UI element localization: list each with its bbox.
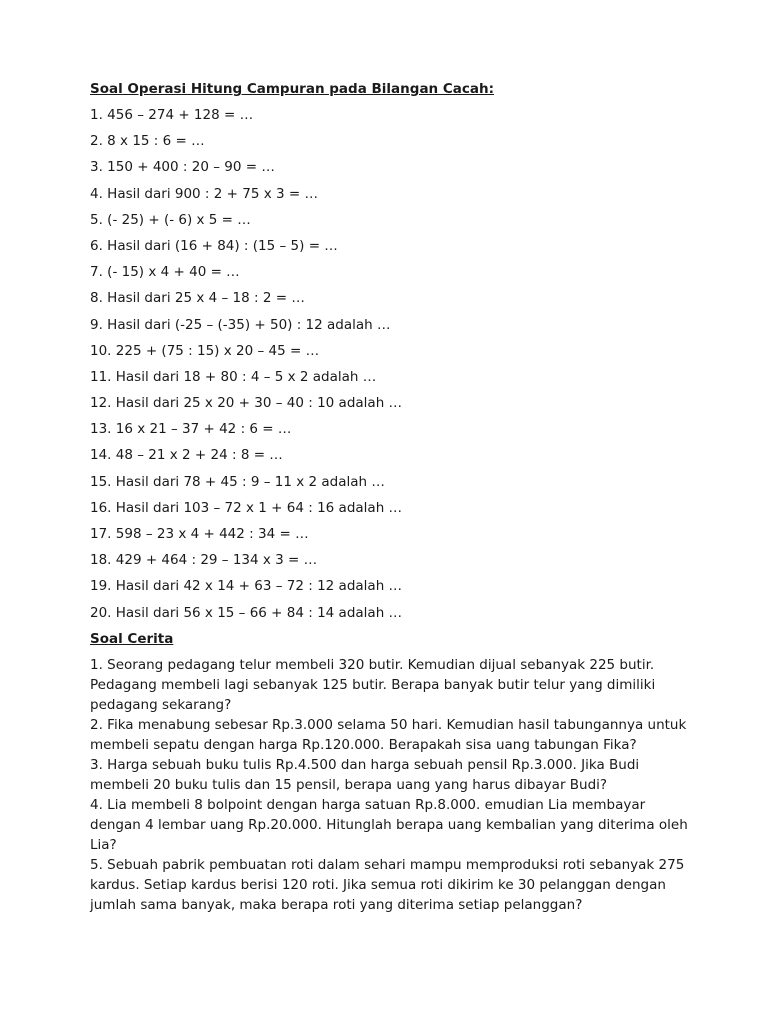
word-problems-list [90,655,690,915]
word-problem-item: 4. Lia membeli 8 bolpoint dengan harga satuan Rp.8.000. emudian Lia membayar dengan 4 lembar uang Rp.20.000. Hitunglah berapa uang kembalian yang diterima oleh Lia? [90,796,688,853]
problem-item: 14. 48 – 21 x 2 + 24 : 8 = … [90,447,283,464]
problem-item: 20. Hasil dari 56 x 15 – 66 + 84 : 14 adalah … [90,604,403,621]
mixed-operations-list [90,105,690,623]
problem-item: 10. 225 + (75 : 15) x 20 – 45 = … [90,342,320,359]
problem-item: 16. Hasil dari 103 – 72 x 1 + 64 : 16 adalah … [90,499,403,516]
word-problem-item: 5. Sebuah pabrik pembuatan roti dalam sehari mampu memproduksi roti sebanyak 275 kardus. Setiap kardus berisi 120 roti. Jika semua roti dikirim ke 30 pelanggan dengan jumlah sama banyak, maka berapa roti yang diterima setiap pelanggan? [90,856,685,913]
problem-item: 6. Hasil dari (16 + 84) : (15 – 5) = … [90,237,338,254]
problem-item: 17. 598 – 23 x 4 + 442 : 34 = … [90,526,309,542]
problem-item: 4. Hasil dari 900 : 2 + 75 x 3 = … [90,185,318,202]
word-problem-item: 2. Fika menabung sebesar Rp.3.000 selama 50 hari. Kemudian hasil tabungannya untuk membeli sepatu dengan harga Rp.120.000. Berapakah sisa uang tabungan Fika? [90,716,687,753]
problem-item: 18. 429 + 464 : 29 – 134 x 3 = … [90,552,318,569]
problem-item: 1. 456 – 274 + 128 = … [90,107,254,123]
problem-item: 19. Hasil dari 42 x 14 + 63 – 72 : 12 adalah … [90,578,403,595]
problem-item: 12. Hasil dari 25 x 20 + 30 – 40 : 10 adalah … [90,395,403,412]
word-problem-item: 3. Harga sebuah buku tulis Rp.4.500 dan harga sebuah pensil Rp.3.000. Jika Budi membeli 20 buku tulis dan 15 pensil, berapa uang yang harus dibayar Budi? [90,756,640,793]
section-title-word-problems: Soal Cerita [90,630,174,647]
problem-item: 2. 8 x 15 : 6 = … [90,133,205,150]
word-problem-item: 1. Seorang pedagang telur membeli 320 butir. Kemudian dijual sebanyak 225 butir. Pedagang membeli lagi sebanyak 125 butir. Berapa banyak butir telur yang dimiliki pedagang sekarang? [90,656,656,713]
problem-item: 11. Hasil dari 18 + 80 : 4 – 5 x 2 adalah … [90,368,377,385]
problem-item: 3. 150 + 400 : 20 – 90 = … [90,159,275,176]
section-title-mixed-operations: Soal Operasi Hitung Campuran pada Bilangan Cacah: [90,81,494,97]
problem-item: 15. Hasil dari 78 + 45 : 9 – 11 x 2 adalah … [90,473,385,490]
problem-item: 7. (- 15) x 4 + 40 = … [90,264,240,281]
document-page [90,79,690,915]
problem-item: 9. Hasil dari (-25 – (-35) + 50) : 12 adalah … [90,316,391,333]
problem-item: 5. (- 25) + (- 6) x 5 = … [90,211,251,228]
problem-item: 13. 16 x 21 – 37 + 42 : 6 = … [90,421,292,438]
problem-item: 8. Hasil dari 25 x 4 – 18 : 2 = … [90,290,305,307]
